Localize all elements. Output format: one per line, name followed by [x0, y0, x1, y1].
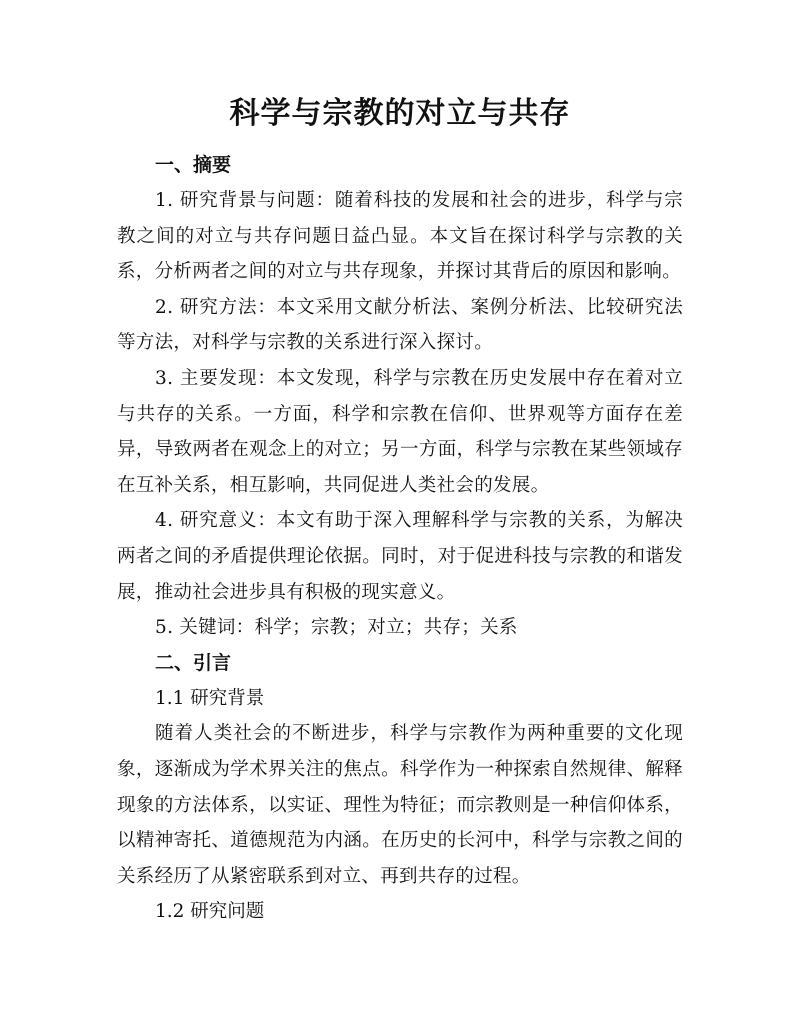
subsection-1-1-title: 1.1 研究背景 — [155, 687, 265, 709]
abstract-item-5-number: 5. — [155, 617, 174, 639]
abstract-item-4 — [117, 503, 683, 610]
abstract-item-3 — [117, 361, 683, 503]
abstract-heading: 一、摘要 — [155, 154, 232, 176]
abstract-item-4-number: 4. — [155, 510, 174, 532]
abstract-item-4-text: 研究意义：本文有助于深入理解科学与宗教的关系，为解决两者之间的矛盾提供理论依据。同时，对于促进科技与宗教的和谐发展，推动社会进步具有积极的现实意义。 — [117, 510, 683, 603]
document-title: 科学与宗教的对立与共存 — [229, 96, 571, 131]
abstract-item-3-text: 主要发现：本文发现，科学与宗教在历史发展中存在着对立与共存的关系。一方面，科学和宗教在信仰、世界观等方面存在差异，导致两者在观念上的对立；另一方面，科学与宗教在某些领域存在互补关系，相互影响，共同促进人类社会的发展。 — [117, 367, 683, 496]
introduction-heading: 二、引言 — [155, 651, 232, 674]
abstract-item-1-text: 研究背景与问题：随着科技的发展和社会的进步，科学与宗教之间的对立与共存问题日益凸显。本文旨在探讨科学与宗教的关系，分析两者之间的对立与共存现象，并探讨其背后的原因和影响。 — [117, 190, 683, 283]
abstract-item-1-number: 1. — [155, 190, 174, 211]
abstract-item-2-number: 2. — [155, 296, 174, 318]
abstract-item-5-text: 关键词：科学；宗教；对立；共存；关系 — [179, 617, 518, 639]
abstract-item-2 — [117, 290, 683, 361]
subsection-1-2-title: 1.2 研究问题 — [155, 901, 265, 923]
abstract-item-5 — [117, 610, 683, 646]
subsection-1-1-text: 随着人类社会的不断进步，科学与宗教作为两种重要的文化现象，逐渐成为学术界关注的焦点。科学作为一种探索自然规律、解释现象的方法体系，以实证、理性为特征；而宗教则是一种信仰体系，以精神寄托、道德规范为内涵。在历史的长河中，科学与宗教之间的关系经历了从紧密联系到对立、再到共存的过程。 — [117, 723, 683, 887]
abstract-item-1 — [117, 183, 683, 290]
abstract-item-3-number: 3. — [155, 367, 174, 389]
abstract-item-2-text: 研究方法：本文采用文献分析法、案例分析法、比较研究法等方法，对科学与宗教的关系进行深入探讨。 — [117, 296, 683, 354]
